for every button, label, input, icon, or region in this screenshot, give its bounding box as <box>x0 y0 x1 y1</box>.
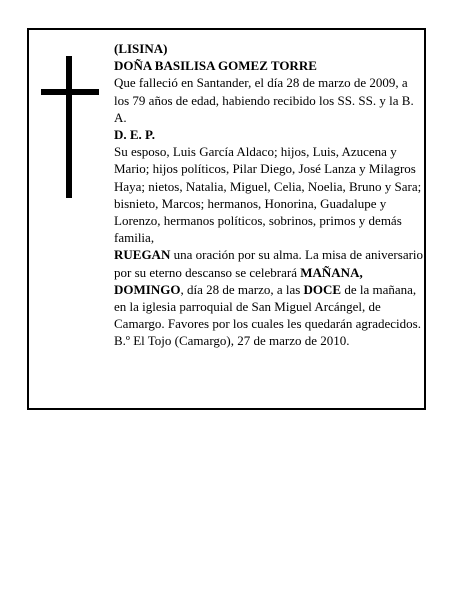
request-text-3: de la mañana, en la iglesia parroquial de San Miguel Arcángel, de Camargo. Favores por los cuales les quedarán agradecidos. <box>114 281 421 332</box>
request-text-1: una oración por su alma. La misa de aniversario por su eterno descanso se celebrará <box>114 247 424 280</box>
mass-day: MAÑANA, DOMINGO <box>114 264 363 297</box>
notice-text <box>114 40 426 350</box>
death-statement: Que falleció en Santander, el día 28 de marzo de 2009, a los 79 años de edad, habiendo recibido los SS. SS. y la B. A. <box>114 75 414 125</box>
cross-vertical-bar <box>66 56 72 198</box>
request-verb: RUEGAN <box>114 247 171 263</box>
place-and-date: B.º El Tojo (Camargo), 27 de marzo de 2010. <box>114 333 350 349</box>
deceased-name: DOÑA BASILISA GOMEZ TORRE <box>114 58 317 74</box>
family-list: Su esposo, Luis García Aldaco; hijos, Luis, Azucena y Mario; hijos políticos, Pilar Diego, José Lanza y Milagros Haya; nietos, Natalia, Miguel, Celia, Noelia, Bruno y Sara; bisnieto, Marcos; hermanos, Honorina, Guadalupe y Lorenzo, hermanos políticos, sobrinos, primos y demás familia, <box>114 144 422 246</box>
mass-announcement <box>114 246 426 332</box>
mass-hour: DOCE <box>303 281 342 297</box>
obituary-notice <box>27 28 426 410</box>
rest-in-peace: D. E. P. <box>114 127 156 143</box>
deceased-alias: (LISINA) <box>114 41 168 56</box>
cross-horizontal-bar <box>41 89 99 95</box>
request-text-2: , día 28 de marzo, a las <box>180 281 304 297</box>
latin-cross-icon <box>41 56 99 198</box>
